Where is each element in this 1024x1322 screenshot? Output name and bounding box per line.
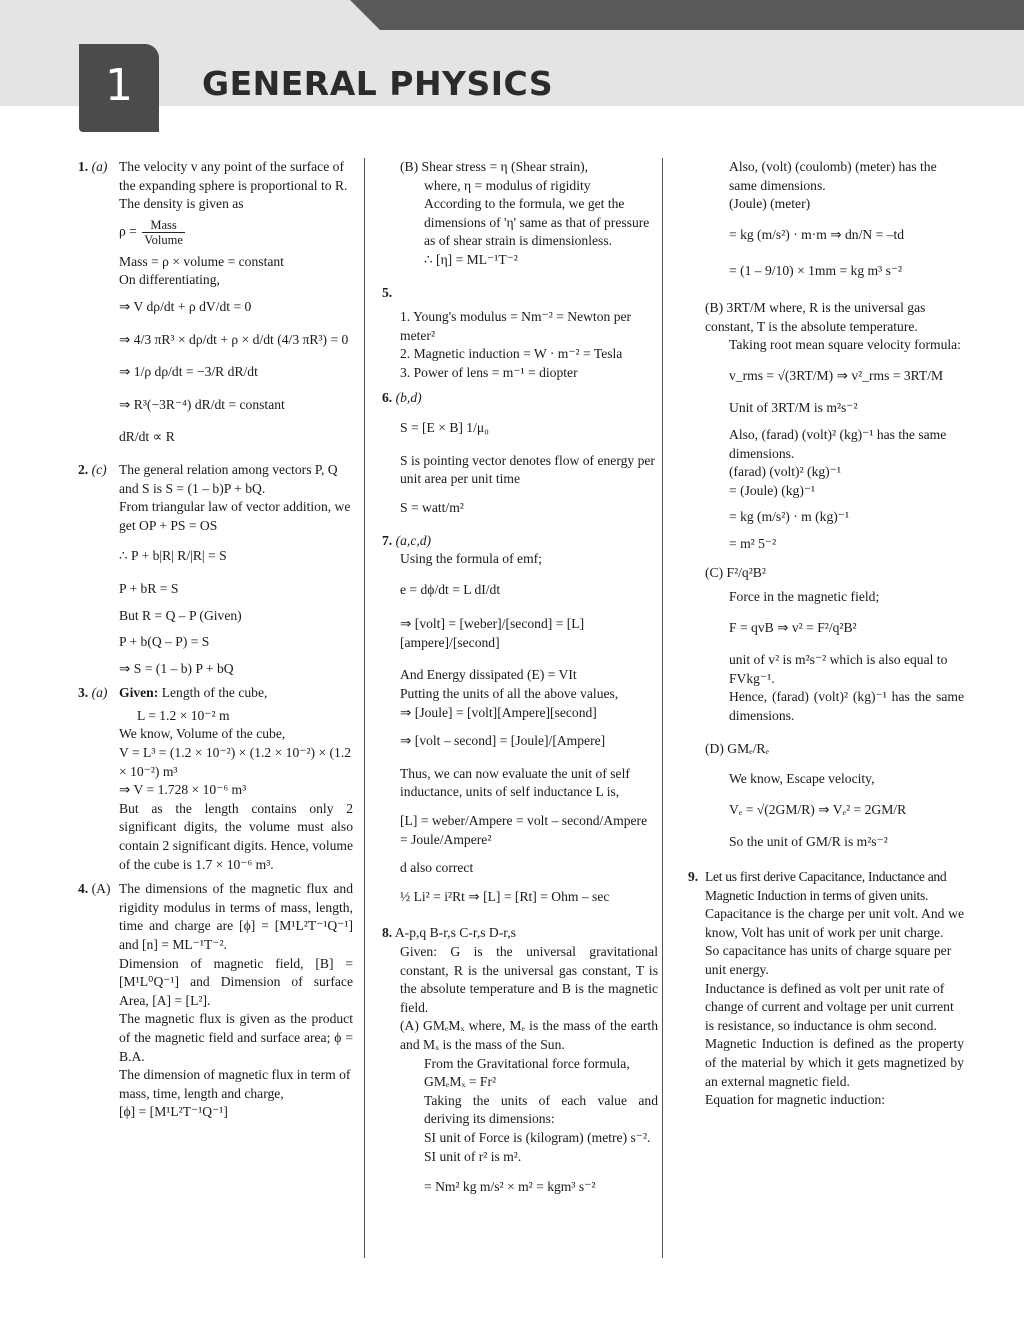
- column-3: [688, 158, 964, 1110]
- answer-8-part-d: (D) GMₑ/Rₑ We know, Escape velocity, Vₑ = √(2GM/R) ⇒ Vₑ² = 2GM/R So the unit of GM/R is m²s⁻²: [705, 740, 907, 850]
- q1-density-eq: ρ = $\frac{\text{Mass}}{\text{Volume}}$: [119, 217, 183, 247]
- column-2: [382, 158, 658, 1201]
- column-divider-2: [662, 158, 663, 1258]
- answer-8: 8. A-p,q B-r,s C-r,s D-r,s Given: G is the universal gravitational constant, R is the universal gas constant, T is the absolute temperature and B is the magnetic field. (A) GMₑMₓ where, Mₑ is the mass of the earth and Mₓ is the mass of the Sun. From the Gravitational force formula, GMₑMₓ = Fr² Taking the units of each value and deriving its dimensions: SI unit of Force is (kilogram) (metre) s⁻². SI unit of r² is m². = Nm² kg m/s² × m² = kgm³ s⁻²: [382, 925, 658, 1195]
- q1-step-5: dR/dt ∝ R: [119, 429, 175, 445]
- q1-step-2: ⇒ 4/3 πR³ × dρ/dt + ρ × d/dt (4/3 πR³) = 0: [119, 331, 349, 347]
- answer-5: 5. 1. Young's modulus = Nm⁻² = Newton per meter² 2. Magnetic induction = W · m⁻² = Tesla 3. Power of lens = m⁻¹ = diopter: [382, 284, 632, 380]
- answer-7: 7. (a,c,d) Using the formula of emf; e = dϕ/dt = L dI/dt ⇒ [volt] = [weber]/[second] = [L] [ampere]/[second] And Energy dissipated (E) = VIt Putting the units of all the above values, ⇒ [Joule] = [volt][Ampere][second] ⇒ [volt – second] = [Joule]/[Ampere] Thus, we can now evaluate the unit of self inductance, units of self inductance L is, [L] = weber/Ampere = volt – second/Ampere = Joule/Ampere² d also correct ½ Li² = i²Rt ⇒ [L] = [Rt] = Ohm – sec: [382, 532, 648, 904]
- q1-mass-eq: Mass = ρ × volume = constant: [119, 253, 284, 269]
- q1-step-1: ⇒ V dρ/dt + ρ dV/dt = 0: [119, 298, 252, 314]
- answer-8-part-c: (C) F²/q²B² Force in the magnetic field; F = qvB ⇒ v² = F²/q²B² unit of v² is m²s⁻² which is also equal to FVkg⁻¹. Hence, (farad) (volt)² (kg)⁻¹ has the same dimensions.: [705, 564, 964, 724]
- answer-8-continued: Also, (volt) (coulomb) (meter) has the same dimensions. (Joule) (meter) = kg (m/s²) · m·m ⇒ dn/N = –td = (1 – 9/10) × 1mm = kg m³ s⁻²: [729, 159, 937, 279]
- column-1: [78, 158, 353, 1122]
- answer-3: 3. (a) Given: Length of the cube, L = 1.2 × 10⁻² m We know, Volume of the cube, V = L³ = (1.2 × 10⁻²) × (1.2 × 10⁻²) × (1.2 × 10⁻²) m³ ⇒ V = 1.728 × 10⁻⁶ m³ But as the length contains only 2 significant digits, the volume must also contain 2 significant digits. Hence, volume of the cube is 1.7 × 10⁻⁶ m³.: [78, 685, 353, 872]
- answer-6: 6. (b,d) S = [E × B] 1/μ₀ S is pointing vector denotes flow of energy per unit area per unit time S = watt/m²: [382, 389, 655, 515]
- q1-step-4: ⇒ R³(−3R⁻⁴) dR/dt = constant: [119, 396, 285, 412]
- answer-8-part-b: (B) 3RT/M where, R is the universal gas constant, T is the absolute temperature. Taking root mean square velocity formula: v_rms = √(3RT/M) ⇒ v²_rms = 3RT/M Unit of 3RT/M is m²s⁻² Also, (farad) (volt)² (kg)⁻¹ has the same dimensions. (farad) (volt)² (kg)⁻¹ = (Joule) (kg)⁻¹ = kg (m/s²) · m (kg)⁻¹ = m² 5⁻²: [705, 299, 961, 551]
- answer-9: 9. Let us first derive Capacitance, Inductance and Magnetic Induction in terms of given units. Capacitance is the charge per unit volt. And we know, Volt has unit of work per unit charge. So capacitance has units of charge square per unit energy. Inductance is defined as volt per unit rate of change of current and voltage per unit current is resistance, so inductance is ohm second. Magnetic Induction is defined as the property of the material by which it gets magnetized by an external magnetic field. Equation for magnetic induction:: [688, 869, 964, 1108]
- answer-4: 4. (A) The dimensions of the magnetic flux and rigidity modulus in terms of mass, length, time and charge are [ϕ] = [M¹L²T⁻¹Q⁻¹] and [n] = ML⁻¹T⁻². Dimension of magnetic field, [B] = [M¹L⁰Q⁻¹] and Dimension of surface Area, [A] = [L²]. The magnetic flux is given as the product of the magnetic field and surface area; ϕ = B.A. The dimension of magnetic flux in term of mass, time, length and charge, [ϕ] = [M¹L²T⁻¹Q⁻¹]: [78, 881, 353, 1120]
- chapter-number: 1: [105, 60, 133, 111]
- q1-differentiating: On differentiating,: [119, 272, 220, 288]
- answer-4-continued: (B) Shear stress = η (Shear strain), where, η = modulus of rigidity According to the formula, we get the dimensions of 'η' same as that of pressure as of shear strain is dimensionless. ∴ [η] = ML⁻¹T⁻²: [400, 159, 650, 267]
- q1-text: The velocity v any point of the surface of the expanding sphere is proportional to R.: [119, 159, 348, 193]
- q1-density-intro: The density is given as: [119, 196, 244, 212]
- answer-1: 1. (a) The velocity v any point of the surface of the expanding sphere is proportional to R. The density is given as ρ = $\frac{\text{Mass}}{\text{Volume}}$ Mass = ρ × volume = constant On differentiating, ⇒ V dρ/dt + ρ dV/dt = 0 ⇒ 4/3 πR³ × dρ/dt + ρ × d/dt (4/3 πR³) = 0 ⇒ 1/ρ dρ/dt = −3/R dR/dt ⇒ R³(−3R⁻⁴) dR/dt = constant dR/dt ∝ R: [78, 158, 353, 447]
- answer-2: 2. (c) The general relation among vectors P, Q and S is S = (1 – b)P + bQ. From triangular law of vector addition, we get OP + PS = OS ∴ P + b|R| R/|R| = S P + bR = S But R = Q – P (Given) P + b(Q – P) = S ⇒ S = (1 – b) P + bQ: [78, 461, 351, 676]
- q1-step-3: ⇒ 1/ρ dρ/dt = −3/R dR/dt: [119, 364, 258, 380]
- column-divider-1: [364, 158, 365, 1258]
- chapter-title: GENERAL PHYSICS: [202, 64, 554, 103]
- header-dark-strip: [350, 0, 1024, 30]
- chapter-number-box: [79, 44, 159, 132]
